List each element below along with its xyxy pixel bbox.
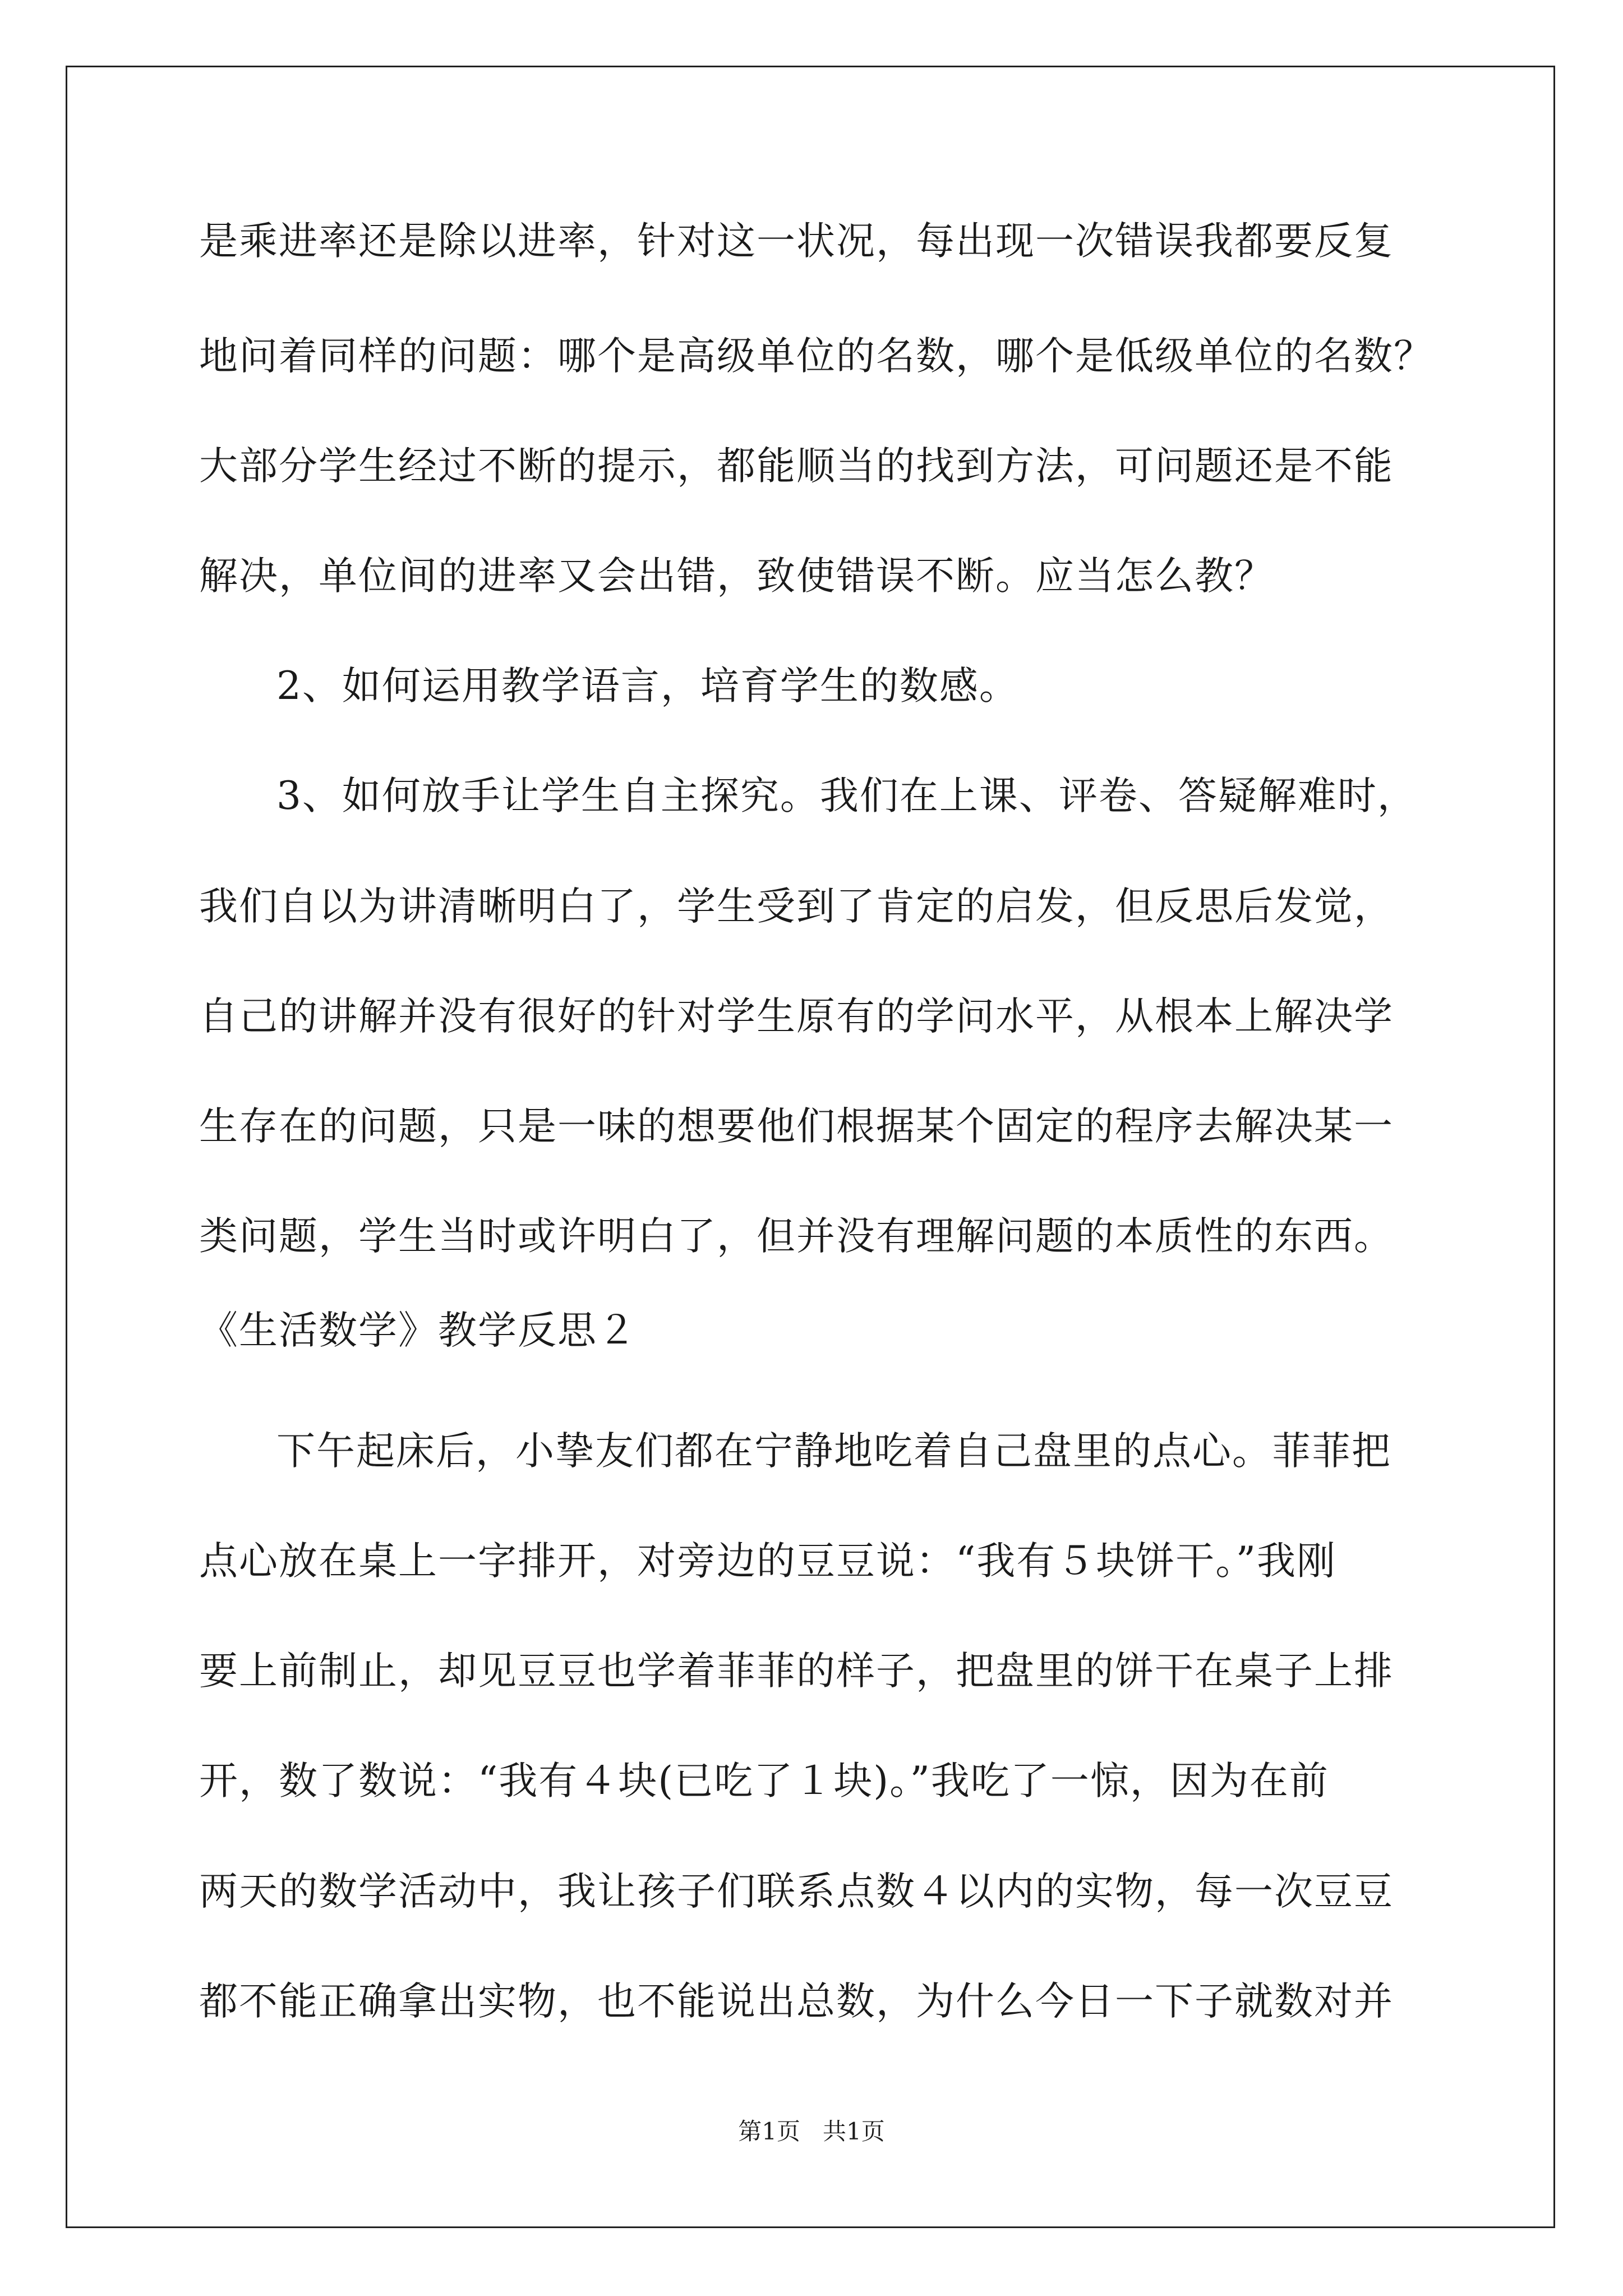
text-line: 要上前制止，却见豆豆也学着菲菲的样子，把盘里的饼干在桌子上排 <box>199 1649 1394 1694</box>
text-line: 是乘进率还是除以进率，针对这一状况，每出现一次错误我都要反复 <box>199 219 1394 264</box>
text-line: 下午起床后，小挚友们都在宁静地吃着自己盘里的点心。菲菲把 <box>276 1429 1391 1474</box>
page-footer: 第1页 共1页 <box>738 2118 885 2145</box>
text-line: 我们自以为讲清晰明白了，学生受到了肯定的启发，但反思后发觉， <box>199 884 1394 929</box>
text-line: 3、如何放手让学生自主探究。我们在上课、评卷、答疑解难时， <box>276 774 1417 818</box>
text-line: 地问着同样的问题：哪个是高级单位的名数，哪个是低级单位的名数？ <box>199 334 1433 379</box>
text-line: 点心放在桌上一字排开，对旁边的豆豆说：“我有５块饼干。”我刚 <box>199 1539 1337 1584</box>
text-line: 生存在的问题，只是一味的想要他们根据某个固定的程序去解决某一 <box>199 1104 1394 1149</box>
text-line: 大部分学生经过不断的提示，都能顺当的找到方法，可问题还是不能 <box>199 444 1394 489</box>
text-line: 都不能正确拿出实物，也不能说出总数，为什么今日一下子就数对并 <box>199 1979 1394 2024</box>
text-line: 开，数了数说：“我有４块(已吃了１块)。”我吃了一惊，因为在前 <box>199 1759 1329 1803</box>
text-line: 2、如何运用教学语言，培育学生的数感。 <box>276 664 1019 708</box>
text-line: 自己的讲解并没有很好的针对学生原有的学问水平，从根本上解决学 <box>199 994 1394 1039</box>
section-heading: 《生活数学》教学反思２ <box>199 1308 637 1353</box>
text-line: 两天的数学活动中，我让孩子们联系点数４以内的实物，每一次豆豆 <box>199 1869 1394 1914</box>
text-line: 类问题，学生当时或许明白了，但并没有理解问题的本质性的东西。 <box>199 1214 1394 1259</box>
text-line: 解决，单位间的进率又会出错，致使错误不断。应当怎么教？ <box>199 554 1274 599</box>
